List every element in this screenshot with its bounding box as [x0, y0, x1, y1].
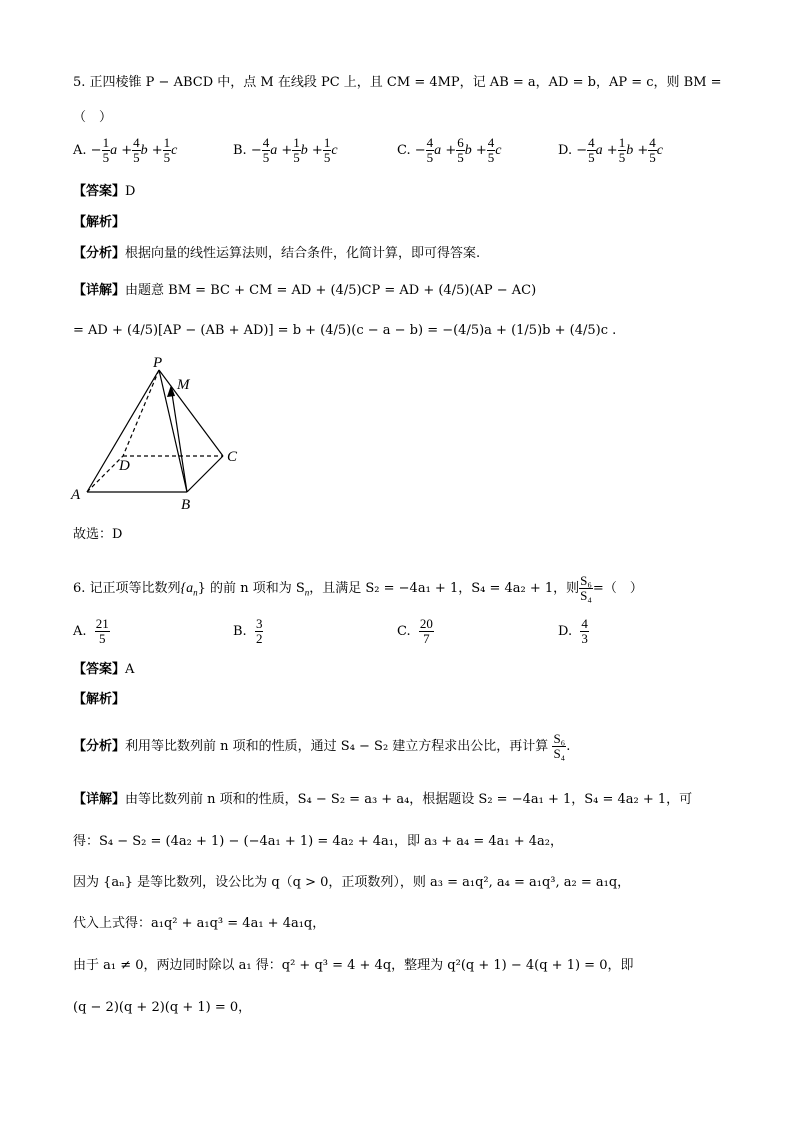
label-a: A [71, 487, 81, 503]
q6-detail-line6: (q − 2)(q + 2)(q + 1) = 0， [73, 1000, 252, 1015]
q5-option-b: B. − $\frac{4}{5}$ a + $\frac{1}{5}$ b + $\frac{1}{5}$ c [233, 135, 338, 165]
q6-option-a: A. $\frac{21}{5}$ [73, 616, 109, 646]
q6-detail-line3: 因为 {aₙ} 是等比数列，设公比为 q（q > 0，正项数列），则 a₃ = a₁q², a₄ = a₁q³, a₂ = a₁q， [73, 875, 631, 890]
q6-detail-line1: 【详解】由等比数列前 n 项和的性质，S₄ − S₂ = a₃ + a₄，根据题设 S₂ = −4a₁ + 1，S₄ = 4a₂ + 1，可 [73, 792, 693, 807]
q6-fenxi: 【分析】利用等比数列前 n 项和的性质，通过 S₄ − S₂ 建立方程求出公比，再计算 $\frac{\text{S₆}}{\text{S₄}}$ . [73, 731, 571, 761]
q6-option-d: D. $\frac{4}{3}$ [558, 616, 588, 646]
q5-option-c: C. − $\frac{4}{5}$ a + $\frac{6}{5}$ b + $\frac{4}{5}$ c [397, 135, 502, 165]
q5-analysis-tag: 【解析】 [73, 215, 126, 230]
q6-detail-line5: 由于 a₁ ≠ 0，两边同时除以 a₁ 得：q² + q³ = 4 + 4q，整理为 q²(q + 1) − 4(q + 1) = 0，即 [73, 958, 634, 973]
q6-detail-line2: 得：S₄ − S₂ = (4a₂ + 1) − (−4a₁ + 1) = 4a₂ + 4a₁，即 a₃ + a₄ = 4a₁ + 4a₂， [73, 834, 563, 849]
label-d: D [119, 458, 130, 474]
q5-stem: 5. 正四棱锥 P − ABCD 中，点 M 在线段 PC 上，且 CM = 4MP，记 AB = a，AD = b，AP = c，则 BM = [73, 75, 722, 90]
edge-pd [123, 370, 159, 456]
vector-bm-arrowhead [167, 385, 175, 397]
q6-detail-line4: 代入上式得：a₁q² + a₁q³ = 4a₁ + 4a₁q， [73, 916, 326, 931]
vector-bm [171, 387, 187, 492]
q6-option-b: B. $\frac{3}{2}$ [233, 616, 263, 646]
pyramid-figure [65, 355, 255, 515]
q6-option-c: C. $\frac{20}{7}$ [397, 616, 433, 646]
q6-analysis-tag: 【解析】 [73, 692, 126, 707]
q5-answer: 【答案】D [73, 184, 136, 199]
q5-xiangjie-line2: = AD + (4/5)[AP − (AB + AD)] = b + (4/5)(c − a − b) = −(4/5)a + (1/5)b + (4/5)c . [73, 323, 617, 338]
label-c: C [227, 449, 238, 465]
q6-answer: 【答案】A [73, 662, 135, 677]
label-b: B [181, 497, 191, 513]
q5-option-d: D. − $\frac{4}{5}$ a + $\frac{1}{5}$ b + $\frac{4}{5}$ c [558, 135, 663, 165]
q6-stem: 6. 记正项等比数列$\{a_n\}$ 的前 n 项和为 $S_n$，且满足 S₂ = −4a₁ + 1，S₄ = 4a₂ + 1，则 $\frac{\text{S₆}}{\text{S₄}}$ =（ ） [73, 573, 643, 603]
q5-fenxi: 【分析】根据向量的线性运算法则，结合条件，化简计算，即可得答案. [73, 246, 481, 261]
label-p: P [153, 355, 163, 371]
q5-xiangjie-line1: 【详解】由题意 BM = BC + CM = AD + (4/5)CP = AD + (4/5)(AP − AC) [73, 283, 537, 298]
q5-option-a: A. − $\frac{1}{5}$ a + $\frac{4}{5}$ b + $\frac{1}{5}$ c [73, 135, 178, 165]
q5-paren: （ ） [73, 110, 113, 125]
q5-conclusion: 故选：D [73, 527, 123, 542]
edge-bc [187, 456, 223, 492]
label-m: M [177, 377, 190, 393]
